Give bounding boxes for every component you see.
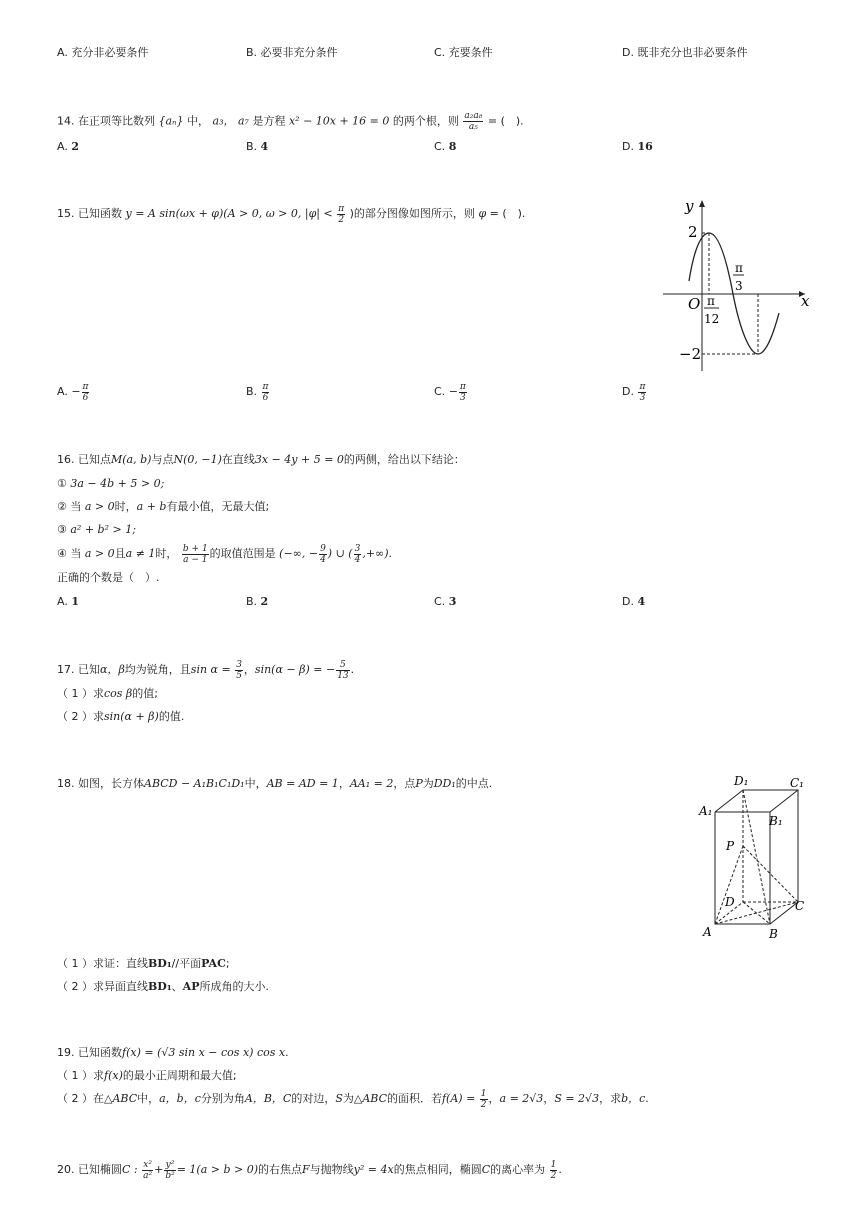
q16-conclusion-3: ③ a² + b² > 1; (57, 523, 136, 536)
vertex-d-label: D (725, 895, 735, 909)
vertex-b1-label: B₁ (769, 814, 783, 828)
q15-option-a: A. − $\frac{\pi}{6}$ (57, 381, 89, 403)
edge-pa (715, 846, 743, 924)
q18-sub-2: （ 2 ）求异面直线BD₁、AP所成角的大小. (57, 980, 269, 993)
q18-cuboid-figure (695, 770, 815, 945)
q16-option-a: A. 1 (57, 595, 79, 608)
vertex-c-label: C (795, 899, 805, 913)
q15-text-3: = ( ). (489, 207, 526, 220)
q15-sine-graph (655, 195, 815, 375)
q16-question: 正确的个数是（ ）. (57, 571, 160, 584)
edge-b1c1 (770, 790, 798, 812)
q16-option-c: C. 3 (434, 595, 457, 608)
q13-option-a: A. 充分非必要条件 (57, 46, 149, 59)
q19-sub-2: （ 2 ）在△ABC中，a，b，c分别为角A，B，C的对边，S为△ABC的面积．若f(A) = $\frac{1}{2}$ ，a = 2√3，S = 2√3，求b，c. (57, 1088, 649, 1110)
q16-stem: 16. 已知点M(a, b)与点N(0, −1)在直线3x − 4y + 5 = 0的两侧，给出以下结论： (57, 453, 465, 466)
q16-option-d: D. 4 (622, 595, 646, 608)
q14-option-a: A. 2 (57, 140, 79, 153)
vertex-a-label: A (703, 925, 712, 939)
q14-equation: x² − 10x + 16 = 0 (288, 114, 390, 128)
q17-stem: 17. 已知α，β均为锐角，且sin α = $\frac{3}{5}$ ，sin(α − β) = − $\frac{5}{13}$ . (57, 659, 355, 681)
q20-stem: 20. 已知椭圆C : $\frac{\text{x²}}{\text{a²}}$ + $\frac{\text{y²}}{\text{b²}}$ = 1(a > b > 0)的右焦点F与抛物线y² = 4x的焦点相同，椭圆C的离心率为 $\frac{1}{2}$ . (57, 1159, 562, 1181)
q19-stem: 19. 已知函数f(x) = (√3 sin x − cos x) cos x. (57, 1046, 289, 1059)
graph-tick-neg2: −2 (679, 345, 702, 363)
q14-fraction-num: a₂a₈ (464, 111, 483, 121)
q17-sub-2: （ 2 ）求sin(α + β)的值. (57, 710, 185, 723)
q17-sub-1: （ 1 ）求cos β的值; (57, 687, 159, 700)
q13-option-c: C. 充要条件 (434, 46, 493, 59)
edge-bd1 (743, 790, 770, 924)
q15-text-1: 15. 已知函数 (57, 207, 122, 220)
q16-option-b: B. 2 (246, 595, 269, 608)
q18-stem: 18. 如图，长方体ABCD − A₁B₁C₁D₁中，AB = AD = 1，AA₁ = 2，点P为DD₁的中点. (57, 777, 493, 790)
q15-fraction: $\frac{\pi}{2}$ (338, 203, 345, 225)
q15-stem (57, 203, 525, 225)
q14-option-d: D. 16 (622, 140, 653, 153)
graph-tick-2: 2 (688, 223, 698, 241)
q15-option-d: D. $\frac{\pi}{3}$ (622, 381, 646, 403)
q14-text-4: 的两个根，则 (392, 114, 459, 128)
graph-tick-pi3-den: 3 (735, 279, 743, 293)
q16-conclusion-4: ④ 当 a > 0且a ≠ 1时， $\frac{b + 1}{a - 1}$ 的取值范围是 (−∞, − $\frac{9}{4}$ ) ∪ ( $\frac{3}{4}$ ,+∞). (57, 543, 392, 565)
q14-text-2: 中， (187, 114, 210, 128)
graph-tick-pi12-den: 12 (704, 312, 720, 326)
q15-phi: φ (478, 207, 487, 220)
q14-text-1: 14. 在正项等比数列 (57, 114, 155, 128)
graph-origin-label: O (688, 295, 701, 313)
vertex-p-label: P (726, 839, 735, 853)
q18-sub-1: （ 1 ）求证：直线BD₁//平面PAC; (57, 957, 230, 970)
q14-fraction (463, 111, 483, 132)
vertex-d1-label: D₁ (734, 774, 749, 788)
q14-a3: a₃， (212, 114, 235, 128)
q14-option-b: B. 4 (246, 140, 269, 153)
q15-option-c: C. − $\frac{\pi}{3}$ (434, 381, 466, 403)
q16-conclusion-2: ② 当 a > 0时，a + b有最小值，无最大值; (57, 500, 270, 513)
q14-text-5: = ( ). (487, 114, 524, 128)
q19-sub-1: （ 1 ）求f(x)的最小正周期和最大值; (57, 1069, 237, 1082)
q15-option-b: B. $\frac{\pi}{6}$ (246, 381, 269, 403)
graph-tick-pi12-num: π (707, 294, 715, 308)
graph-x-label: x (801, 292, 810, 310)
q13-option-b: B. 必要非充分条件 (246, 46, 338, 59)
q14-fraction-den: a₅ (468, 122, 478, 132)
q15-function: y = A sin(ωx + φ)(A > 0, ω > 0, |φ| < (125, 207, 333, 220)
graph-tick-pi3-num: π (735, 261, 743, 275)
q13-option-d: D. 既非充分也非必要条件 (622, 46, 748, 59)
q14-stem (57, 111, 524, 132)
q14-sequence: {aₙ} (158, 114, 184, 128)
q14-option-c: C. 8 (434, 140, 457, 153)
vertex-c1-label: C₁ (790, 776, 804, 790)
y-axis-arrow-icon (699, 200, 705, 207)
vertex-a1-label: A₁ (699, 804, 713, 818)
q16-conclusion-1: ① 3a − 4b + 5 > 0; (57, 477, 165, 490)
q15-text-2: )的部分图像如图所示，则 (349, 207, 475, 220)
q14-a7: a₇ (237, 114, 249, 128)
q14-text-3: 是方程 (252, 114, 286, 128)
vertex-b-label: B (769, 927, 778, 941)
graph-y-label: y (685, 197, 694, 215)
